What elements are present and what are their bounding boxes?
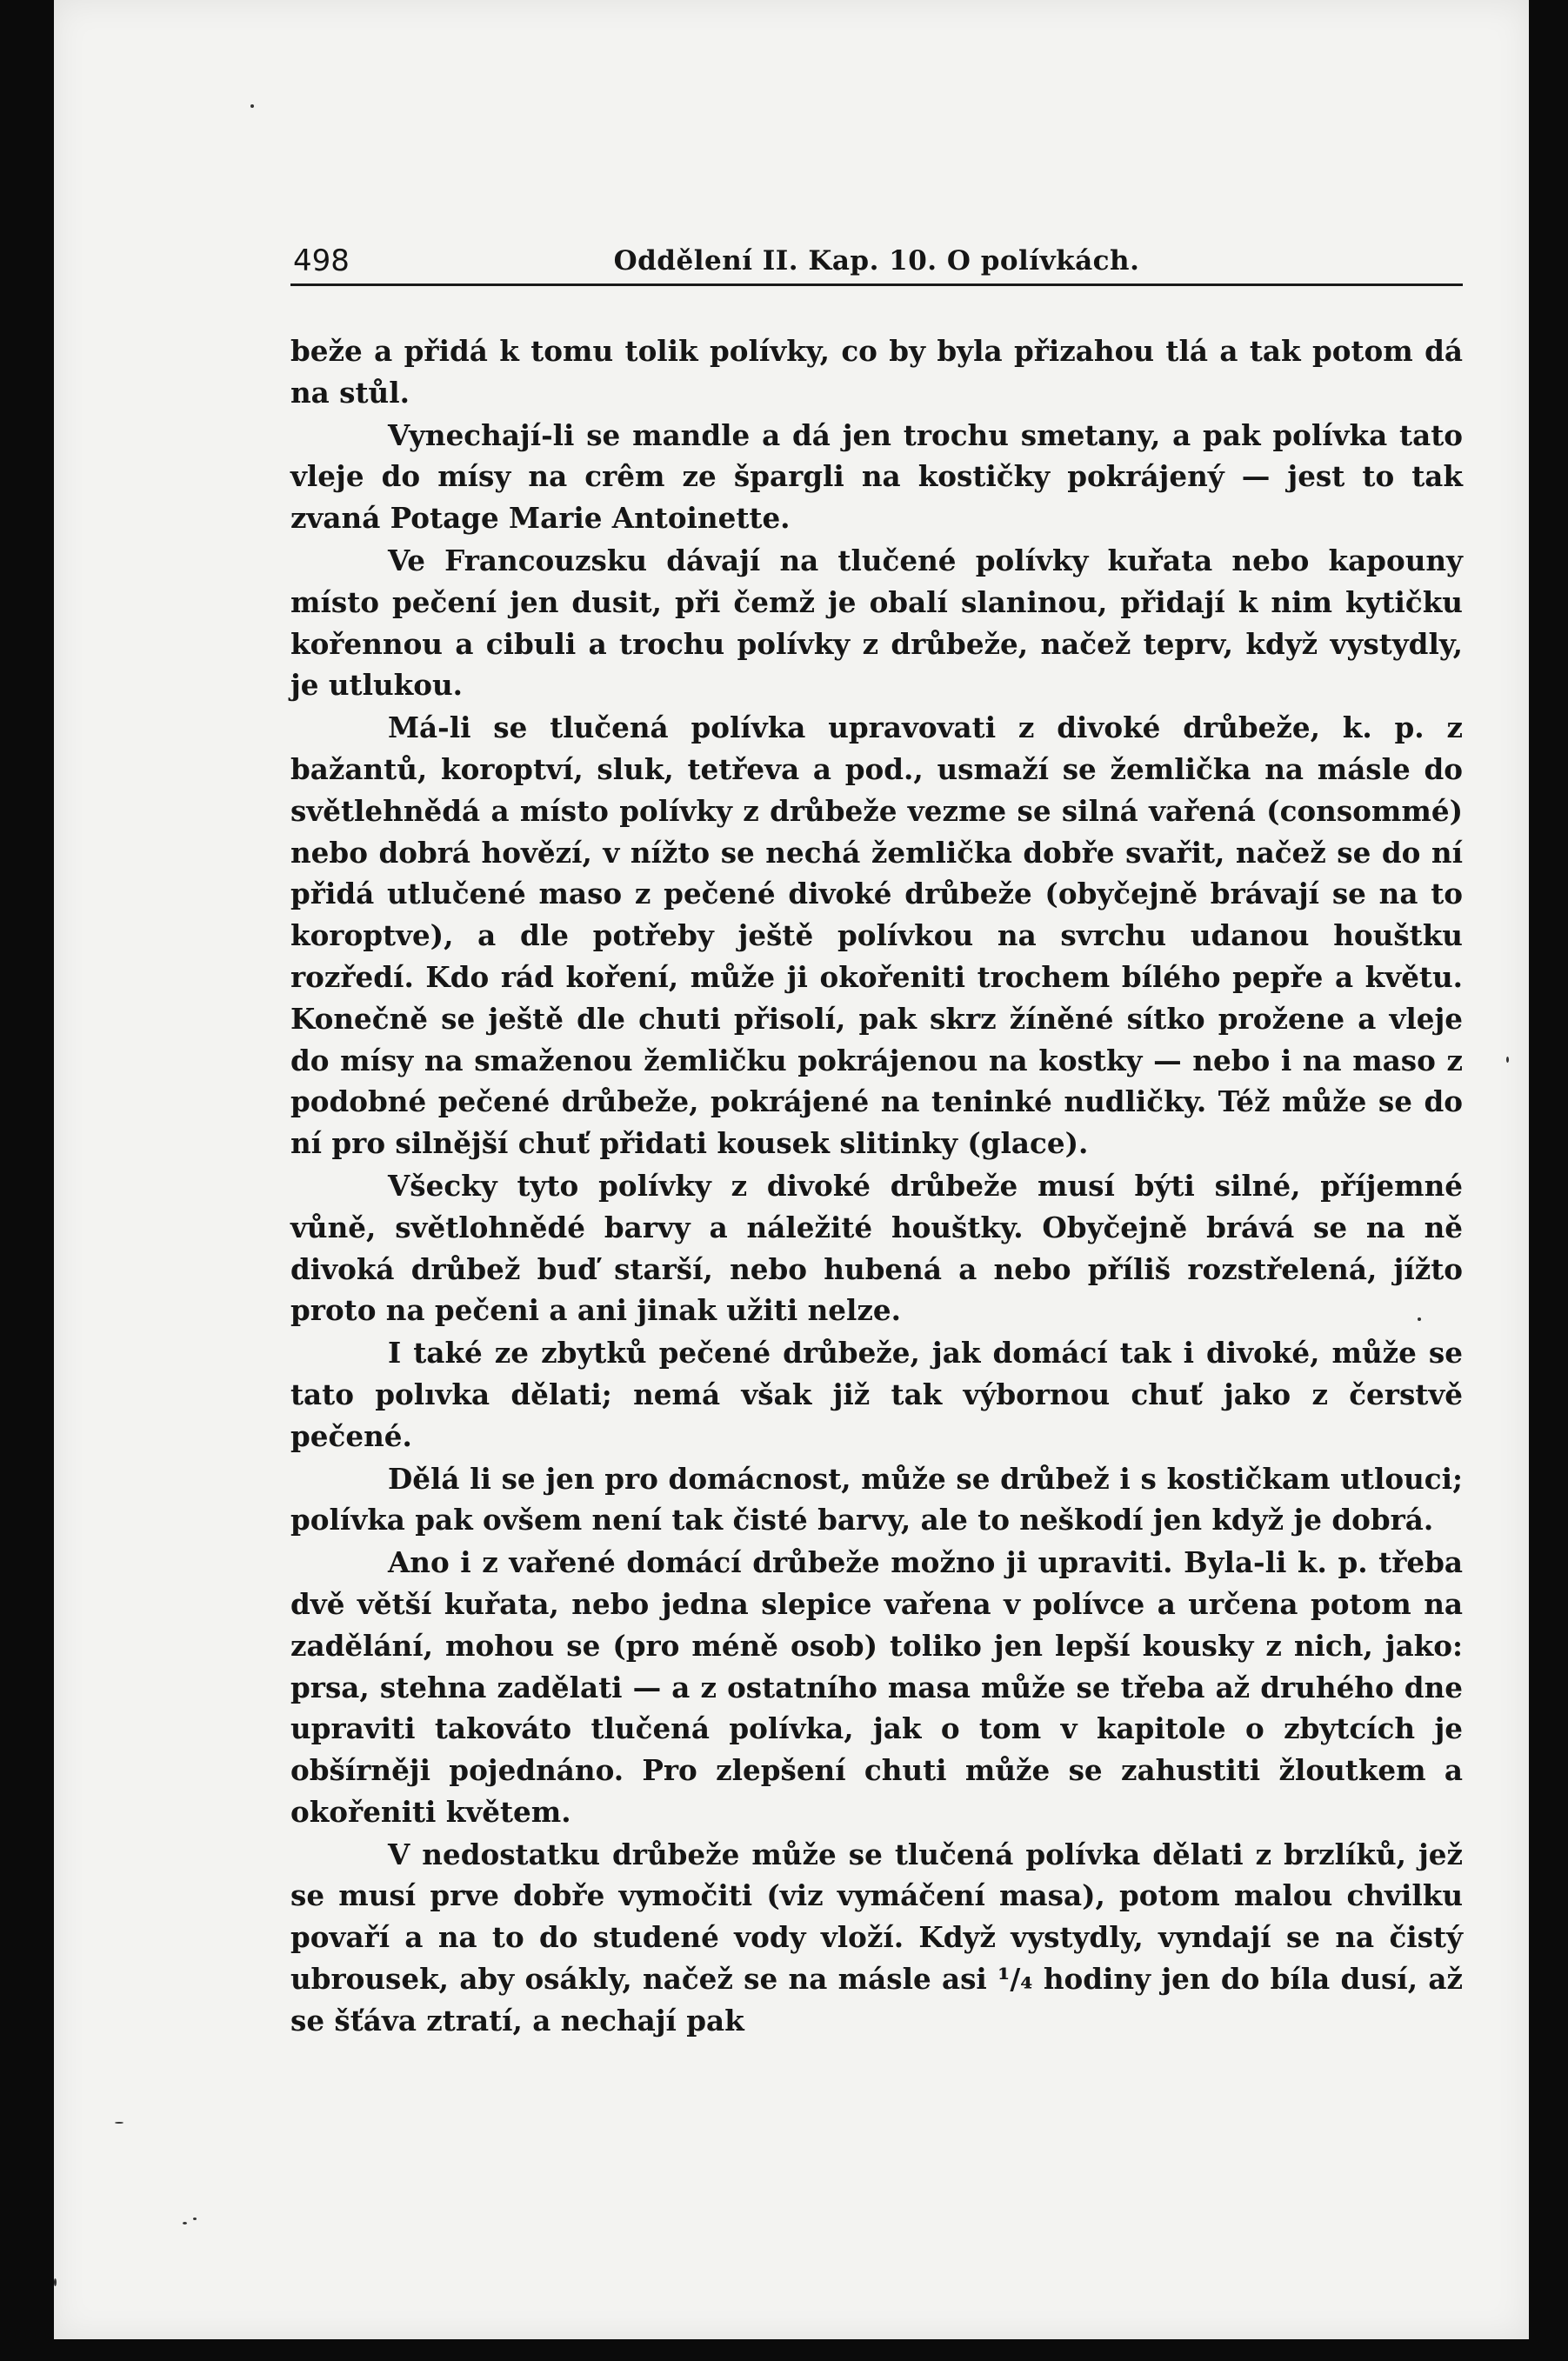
paragraph: Má-li se tlučená polívka upravovati z divoké drůbeže, k. p. z bažantů, koroptví, sluk, tetřeva a pod., usmaží se žemlička na másle do světlehnědá a místo polívky z drůbeže vezme se silná vařená (consommé) nebo dobrá hovězí, v nížto se nechá žemlička dobře svařit, načež se do ní přidá utlučené maso z pečené divoké drůbeže (obyčejně brávají se na to koroptve), a dle potřeby ještě polívkou na svrchu udanou houštku rozředí. Kdo rád koření, může ji okořeniti trochem bílého pepře a květu. Konečně se ještě dle chuti přisolí, pak skrz žíněné sítko prožene a vleje do mísy na smaženou žemličku pokrájenou na kostky — nebo i na maso z podobné pečené drůbeže, pokrájené na teninké nudličky. Též může se do ní pro silnější chuť přidati kousek slitinky (glace).	[290, 710, 1463, 1161]
paragraph: Dělá li se jen pro domácnost, může se drůbež i s kostičkam utlouci; polívka pak ovšem není tak čisté barvy, ale to neškodí jen když je dobrá.	[290, 1461, 1463, 1537]
paragraph: Ve Francouzsku dávají na tlučené polívky kuřata nebo kapouny místo pečení jen dusit, při čemž je obalí slaninou, přidají k nim kytičku kořennou a cibuli a trochu polívky z drůbeže, načež teprv, když vystydly, je utlukou.	[290, 543, 1463, 703]
page-header	[293, 237, 1460, 287]
paragraph: beže a přidá k tomu tolik polívky, co by byla přizahou tlá a tak potom dá na stůl.	[290, 334, 1463, 410]
paragraph: Ano i z vařené domácí drůbeže možno ji upraviti. Byla-li k. p. třeba dvě větší kuřata, nebo jedna slepice vařena v polívce a určena potom na zadělání, mohou se (pro méně osob) toliko jen lepší kousky z nich, jako: prsa, stehna zadělati — a z ostatního masa může se třeba až druhého dne upraviti takováto tlučená polívka, jak o tom v kapitole o zbytcích je obšírněji pojednáno. Pro zlepšení chuti může se zahustiti žloutkem a okořeniti květem.	[290, 1545, 1463, 1829]
paragraph: Všecky tyto polívky z divoké drůbeže musí býti silné, příjemné vůně, světlohnědé barvy a náležité houštky. Obyčejně brává se na ně divoká drůbež buď starší, nebo hubená a nebo příliš rozstřelená, jížto proto na pečeni a ani jinak užiti nelze.	[290, 1168, 1463, 1328]
body-text	[290, 330, 1463, 2043]
page-number: 498	[293, 243, 350, 278]
header-rule	[290, 283, 1463, 286]
paragraph: Vynechají-li se mandle a dá jen trochu smetany, a pak polívka tato vleje do mísy na crêm ze špargli na kostičky pokrájený — jest to tak zvaná Potage Marie Antoinette.	[290, 417, 1463, 536]
paragraph: V nedostatku drůbeže může se tlučená polívka dělati z brzlíků, jež se musí prve dobře vymočiti (viz vymáčení masa), potom malou chvilku povaří a na to do studené vody vloží. Když vystydly, vyndají se na čistý ubrousek, aby osákly, načež se na másle asi ¹/₄ hodiny jen do bíla dusí, až se šťáva ztratí, a nechají pak	[290, 1837, 1463, 2038]
book-page	[54, 0, 1529, 2339]
running-title: Oddělení II. Kap. 10. O polívkách.	[613, 245, 1140, 277]
paragraph: I také ze zbytků pečené drůbeže, jak domácí tak i divoké, může se tato polıvka dělati; nemá však již tak výbornou chuť jako z čerstvě pečené.	[290, 1336, 1463, 1453]
